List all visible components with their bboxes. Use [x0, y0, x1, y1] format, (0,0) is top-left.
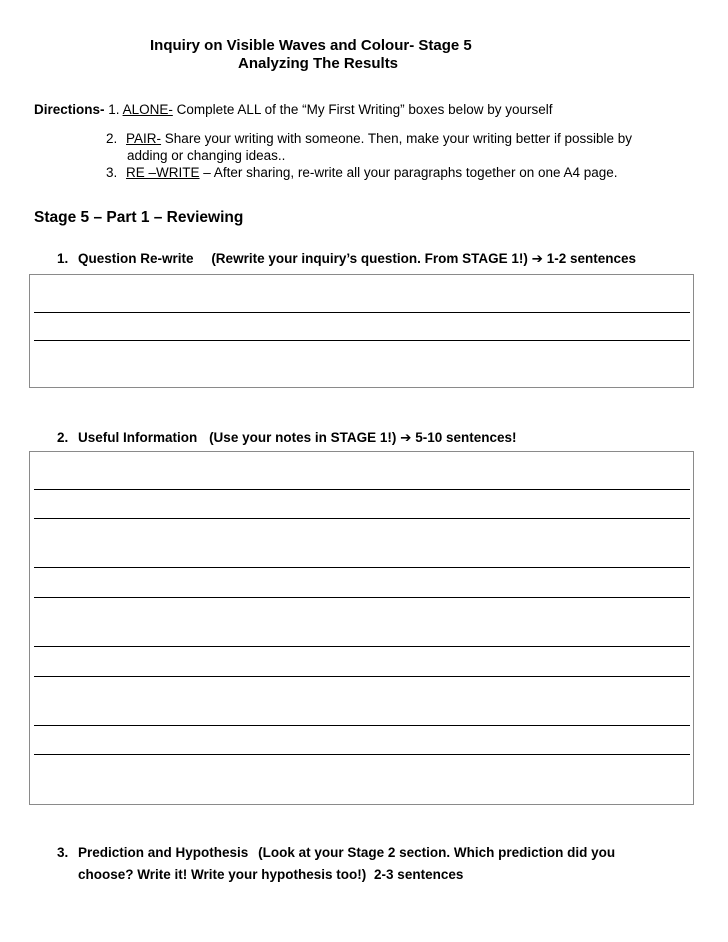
writing-line: [34, 754, 690, 755]
question-2-num: 2.: [57, 430, 69, 445]
writing-line: [34, 676, 690, 677]
direction-2-continued: adding or changing ideas..: [127, 148, 286, 163]
writing-line: [34, 340, 690, 341]
direction-1-text: Complete ALL of the “My First Writing” boxes below by yourself: [172, 102, 553, 117]
question-3-target: 2-3 sentences: [374, 867, 464, 882]
writing-line: [34, 646, 690, 647]
writing-line: [34, 312, 690, 313]
question-2: [57, 430, 517, 446]
arrow-right-icon: ➔: [400, 430, 412, 446]
question-2-instruction: (Use your notes in STAGE 1!): [209, 430, 397, 445]
writing-line: [34, 518, 690, 519]
direction-3-text: – After sharing, re-write all your paragraphs together on one A4 page.: [199, 165, 618, 180]
question-3-instruction-cont: choose? Write it! Write your hypothesis too!): [78, 867, 367, 882]
question-3-label: Prediction and Hypothesis: [78, 845, 249, 860]
directions-label: Directions-: [34, 102, 105, 117]
direction-2-text: Share your writing with someone. Then, make your writing better if possible by: [161, 131, 633, 146]
direction-3: [106, 164, 618, 181]
writing-line: [34, 725, 690, 726]
writing-box-1[interactable]: [29, 274, 694, 388]
direction-1-key: ALONE-: [122, 102, 173, 117]
page-subtitle: Analyzing The Results: [238, 55, 399, 72]
question-1-instruction: (Rewrite your inquiry’s question. From STAGE 1!): [211, 251, 528, 266]
question-1-num: 1.: [57, 251, 69, 266]
direction-1: [34, 101, 552, 118]
question-2-label: Useful Information: [78, 430, 198, 445]
question-1-target: 1-2 sentences: [546, 251, 637, 266]
question-3: [57, 845, 615, 860]
page-title: Inquiry on Visible Waves and Colour- Stage 5: [150, 37, 472, 54]
question-3-continued: [78, 867, 463, 882]
arrow-right-icon: ➔: [531, 251, 543, 267]
writing-line: [34, 489, 690, 490]
direction-1-num: 1.: [108, 102, 120, 117]
direction-2: [106, 130, 632, 147]
direction-2-num: 2.: [106, 131, 118, 146]
direction-3-key: RE –WRITE: [126, 165, 200, 180]
question-1-label: Question Re-write: [78, 251, 194, 266]
question-1: [57, 251, 636, 267]
section-heading: Stage 5 – Part 1 – Reviewing: [34, 209, 244, 226]
question-2-target: 5-10 sentences!: [415, 430, 517, 445]
writing-line: [34, 597, 690, 598]
question-3-num: 3.: [57, 845, 69, 860]
writing-line: [34, 567, 690, 568]
writing-box-2[interactable]: [29, 451, 694, 805]
direction-3-num: 3.: [106, 165, 118, 180]
question-3-instruction: (Look at your Stage 2 section. Which prediction did you: [258, 845, 616, 860]
direction-2-key: PAIR-: [126, 131, 162, 146]
